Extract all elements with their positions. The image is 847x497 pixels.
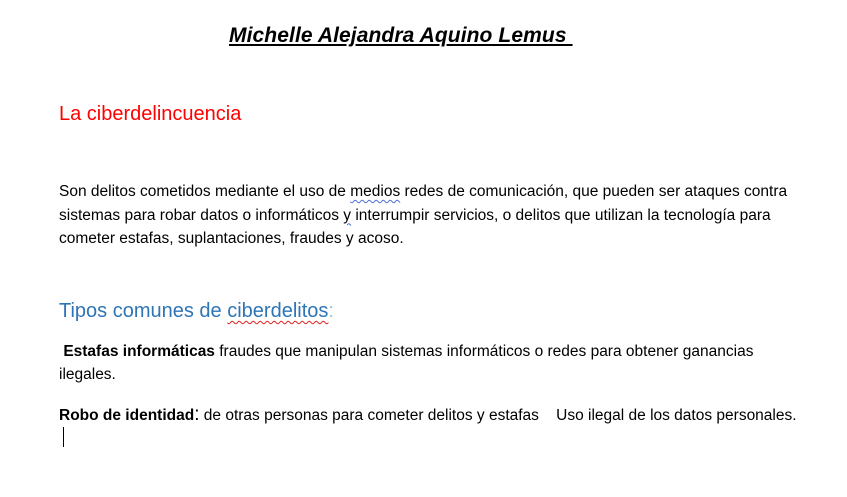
term-colon: : [194,404,200,425]
author-name: Michelle Alejandra Aquino Lemus [229,24,573,47]
heading-tipos-ciberdelitos [59,300,334,323]
spelling-flag-ciberdelitos[interactable]: ciberdelitos [227,300,329,322]
intro-text-3: redes de comunicación, que pueden ser ataques contra sistemas para robar datos o informáticos [59,183,788,224]
text-cursor [63,427,64,447]
term-robo-identidad: Robo de identidad [59,407,195,424]
text-robo-identidad: de otras personas para cometer delitos y estafas Uso ilegal de los datos personales. [199,407,797,424]
intro-paragraph [59,180,799,251]
intro-text-1: Son delitos cometidos mediante el uso de [59,183,351,200]
grammar-flag-y[interactable]: y [343,206,352,224]
term-estafas: Estafas informáticas [63,343,215,360]
intro-text-5: interrumpir servicios, o delitos que utilizan la tecnología para cometer estafas, suplantaciones, fraudes y acoso. [59,206,771,247]
heading-ciberdelincuencia: La ciberdelincuencia [59,103,242,125]
grammar-flag-medios[interactable]: medios [350,183,401,200]
heading2-text: Tipos comunes de [59,300,228,322]
heading2-colon: : [328,300,334,322]
list-item-robo-identidad [59,403,799,450]
list-item-estafas [59,340,799,386]
text-estafas: fraudes que manipulan sistemas informáticos o redes para obtener ganancias ilegales. [59,343,754,383]
